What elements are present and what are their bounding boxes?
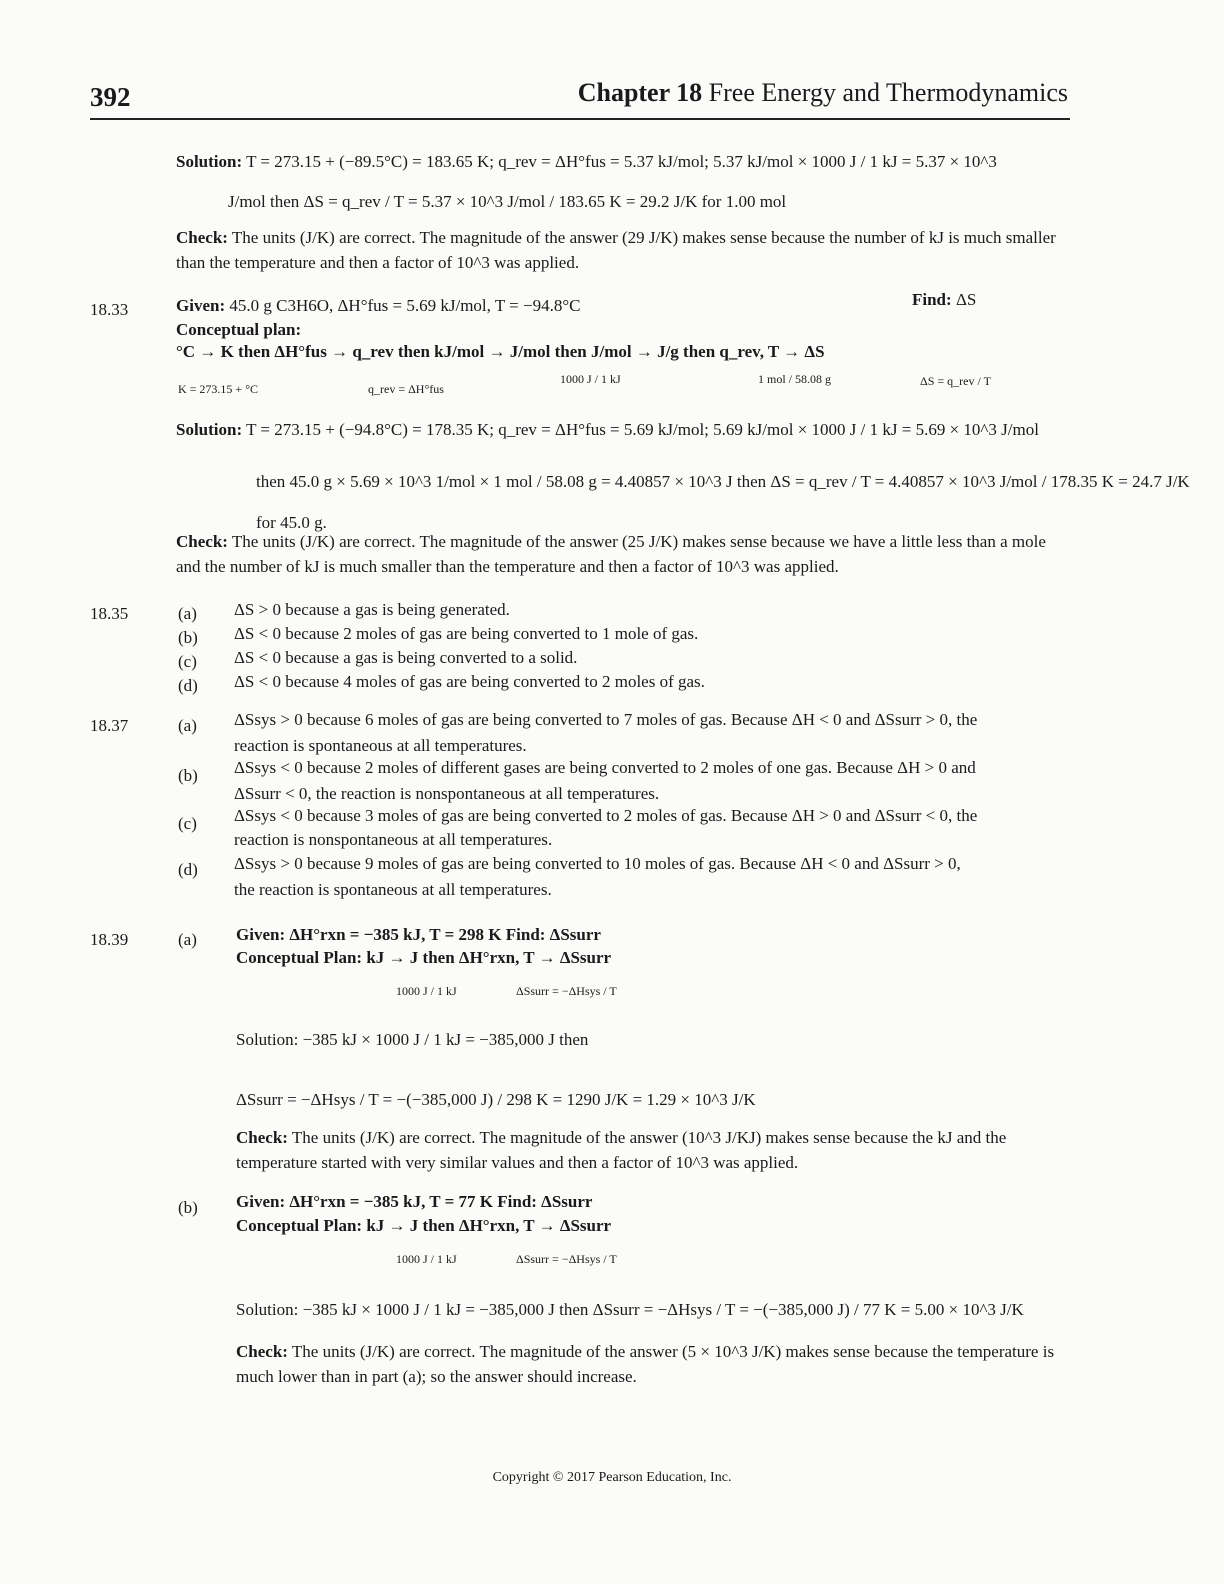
solution-text: T = 273.15 + (−94.8°C) = 178.35 K; q_rev = ΔH°fus = 5.69 kJ/mol; 5.69 kJ/mol × 1000 J / 1 kJ = 5.69 × 10^3 J/mol bbox=[246, 420, 1039, 439]
item-text: ΔS < 0 because a gas is being converted to a solid. bbox=[234, 648, 578, 667]
relation-kj-to-j: 1000 J / 1 kJ bbox=[560, 372, 621, 386]
solution-18-39a: Solution: −385 kJ × 1000 J / 1 kJ = −385,000 J then bbox=[236, 1030, 589, 1049]
solution-18-33-line2: then 45.0 g × 5.69 × 10^3 1/mol × 1 mol / 58.08 g = 4.40857 × 10^3 J then ΔS = q_rev / T = 4.40857 × 10^3 J/mol / 178.35 K = 24.7 J/K bbox=[256, 472, 1190, 491]
item-text: ΔSsys < 0 because 2 moles of different gases are being converted to 2 moles of one gas. Because ΔH > 0 and bbox=[234, 758, 976, 777]
relation-entropy: ΔS = q_rev / T bbox=[920, 374, 991, 388]
check-text: The units (J/K) are correct. The magnitude of the answer (29 J/K) makes sense because the number of kJ is much smaller than the temperature and then a factor of 10^3 was applied. bbox=[176, 228, 1056, 272]
relation-entropy-surr: ΔSsurr = −ΔHsys / T bbox=[516, 984, 617, 998]
chapter-title bbox=[578, 78, 1068, 108]
check-text: The units (J/K) are correct. The magnitude of the answer (25 J/K) makes sense because we have a little less than a mole and the number of kJ is much smaller than the temperature and then a factor of 10^3 was applied. bbox=[176, 532, 1046, 576]
item-text-cont: reaction is nonspontaneous at all temperatures. bbox=[234, 830, 553, 849]
solution-label: Solution: bbox=[176, 152, 243, 171]
check-18-31 bbox=[176, 226, 1071, 275]
page-number: 392 bbox=[90, 82, 131, 112]
conceptual-plan-18-39b: Conceptual Plan: kJ → J then ΔH°rxn, T → ΔSsurr bbox=[236, 1216, 612, 1235]
solution-18-33 bbox=[176, 420, 1039, 440]
check-text: The units (J/K) are correct. The magnitude of the answer (10^3 J/KJ) makes sense because the kJ and the temperature started with very similar values and then a factor of 10^3 was applied. bbox=[236, 1128, 1007, 1172]
find-18-33 bbox=[912, 290, 976, 310]
check-label: Check: bbox=[236, 1342, 288, 1361]
problem-number-18-35: 18.35 bbox=[90, 604, 129, 623]
item-label: (d) bbox=[178, 860, 198, 879]
copyright: Copyright © 2017 Pearson Education, Inc. bbox=[492, 1470, 732, 1485]
conceptual-plan-18-39a: Conceptual Plan: kJ → J then ΔH°rxn, T → ΔSsurr bbox=[236, 948, 612, 967]
solution-18-33-line3: for 45.0 g. bbox=[256, 513, 327, 532]
check-label: Check: bbox=[176, 532, 228, 551]
check-text: The units (J/K) are correct. The magnitude of the answer (5 × 10^3 J/K) makes sense because the temperature is much lower than in part (a); so the answer should increase. bbox=[236, 1342, 1055, 1386]
chapter-label: Chapter 18 bbox=[577, 78, 703, 107]
solution-label: Solution: bbox=[176, 420, 243, 439]
item-label: (b) bbox=[178, 766, 198, 785]
relation-kj-to-j: 1000 J / 1 kJ bbox=[396, 1252, 457, 1266]
given-18-39a: Given: ΔH°rxn = −385 kJ, T = 298 K Find: ΔSsurr bbox=[236, 925, 601, 944]
check-18-39b bbox=[236, 1340, 1078, 1389]
item-text: ΔS < 0 because 4 moles of gas are being converted to 2 moles of gas. bbox=[234, 672, 705, 691]
item-text-cont: ΔSsurr < 0, the reaction is nonspontaneous at all temperatures. bbox=[234, 784, 660, 803]
part-label: (b) bbox=[178, 1198, 198, 1217]
find-text: ΔS bbox=[955, 290, 977, 309]
item-label: (c) bbox=[178, 652, 197, 671]
solution-18-31 bbox=[176, 152, 997, 172]
solution-18-39a-line2: ΔSsurr = −ΔHsys / T = −(−385,000 J) / 298 K = 1290 J/K = 1.29 × 10^3 J/K bbox=[236, 1090, 756, 1109]
relation-kelvin: K = 273.15 + °C bbox=[178, 382, 259, 396]
find-label: Find: bbox=[912, 290, 952, 309]
problem-number-18-39: 18.39 bbox=[90, 930, 129, 949]
item-text: ΔSsys > 0 because 9 moles of gas are being converted to 10 moles of gas. Because ΔH < 0 and ΔSsurr > 0, bbox=[234, 854, 961, 873]
solution-18-31-line2: J/mol then ΔS = q_rev / T = 5.37 × 10^3 J/mol / 183.65 K = 29.2 J/K for 1.00 mol bbox=[228, 192, 787, 211]
given-label: Given: bbox=[176, 296, 226, 315]
part-label: (a) bbox=[178, 930, 197, 949]
item-text: ΔSsys < 0 because 3 moles of gas are being converted to 2 moles of gas. Because ΔH > 0 and ΔSsurr < 0, the bbox=[234, 806, 978, 825]
given-18-33 bbox=[176, 296, 581, 316]
item-text-cont: reaction is spontaneous at all temperatures. bbox=[234, 736, 527, 755]
item-label: (d) bbox=[178, 676, 198, 695]
item-label: (a) bbox=[178, 604, 197, 623]
relation-qrev: q_rev = ΔH°fus bbox=[368, 382, 444, 396]
conceptual-plan-label: Conceptual plan: bbox=[176, 320, 302, 339]
problem-number-18-33: 18.33 bbox=[90, 300, 129, 319]
problem-number-18-37: 18.37 bbox=[90, 716, 129, 735]
conceptual-plan: °C → K then ΔH°fus → q_rev then kJ/mol → J/mol then J/mol → J/g then q_rev, T → ΔS bbox=[176, 342, 825, 361]
header-rule bbox=[90, 118, 1070, 120]
check-18-39a bbox=[236, 1126, 1078, 1175]
item-label: (b) bbox=[178, 628, 198, 647]
given-text: 45.0 g C3H6O, ΔH°fus = 5.69 kJ/mol, T = −94.8°C bbox=[229, 296, 581, 315]
check-label: Check: bbox=[236, 1128, 288, 1147]
chapter-name: Free Energy and Thermodynamics bbox=[708, 78, 1068, 107]
solution-text: T = 273.15 + (−89.5°C) = 183.65 K; q_rev = ΔH°fus = 5.37 kJ/mol; 5.37 kJ/mol × 1000 J / 1 kJ = 5.37 × 10^3 bbox=[246, 152, 997, 171]
relation-entropy-surr: ΔSsurr = −ΔHsys / T bbox=[516, 1252, 617, 1266]
item-label: (a) bbox=[178, 716, 197, 735]
relation-kj-to-j: 1000 J / 1 kJ bbox=[396, 984, 457, 998]
item-text-cont: the reaction is spontaneous at all temperatures. bbox=[234, 880, 552, 899]
item-label: (c) bbox=[178, 814, 197, 833]
item-text: ΔSsys > 0 because 6 moles of gas are being converted to 7 moles of gas. Because ΔH < 0 and ΔSsurr > 0, the bbox=[234, 710, 978, 729]
item-text: ΔS < 0 because 2 moles of gas are being converted to 1 mole of gas. bbox=[234, 624, 699, 643]
check-18-33 bbox=[176, 530, 1071, 579]
check-label: Check: bbox=[176, 228, 228, 247]
given-18-39b: Given: ΔH°rxn = −385 kJ, T = 77 K Find: ΔSsurr bbox=[236, 1192, 593, 1211]
item-text: ΔS > 0 because a gas is being generated. bbox=[234, 600, 510, 619]
solution-18-39b: Solution: −385 kJ × 1000 J / 1 kJ = −385,000 J then ΔSsurr = −ΔHsys / T = −(−385,000 J) / 77 K = 5.00 × 10^3 J/K bbox=[236, 1300, 1024, 1319]
relation-molar-mass: 1 mol / 58.08 g bbox=[758, 372, 832, 386]
